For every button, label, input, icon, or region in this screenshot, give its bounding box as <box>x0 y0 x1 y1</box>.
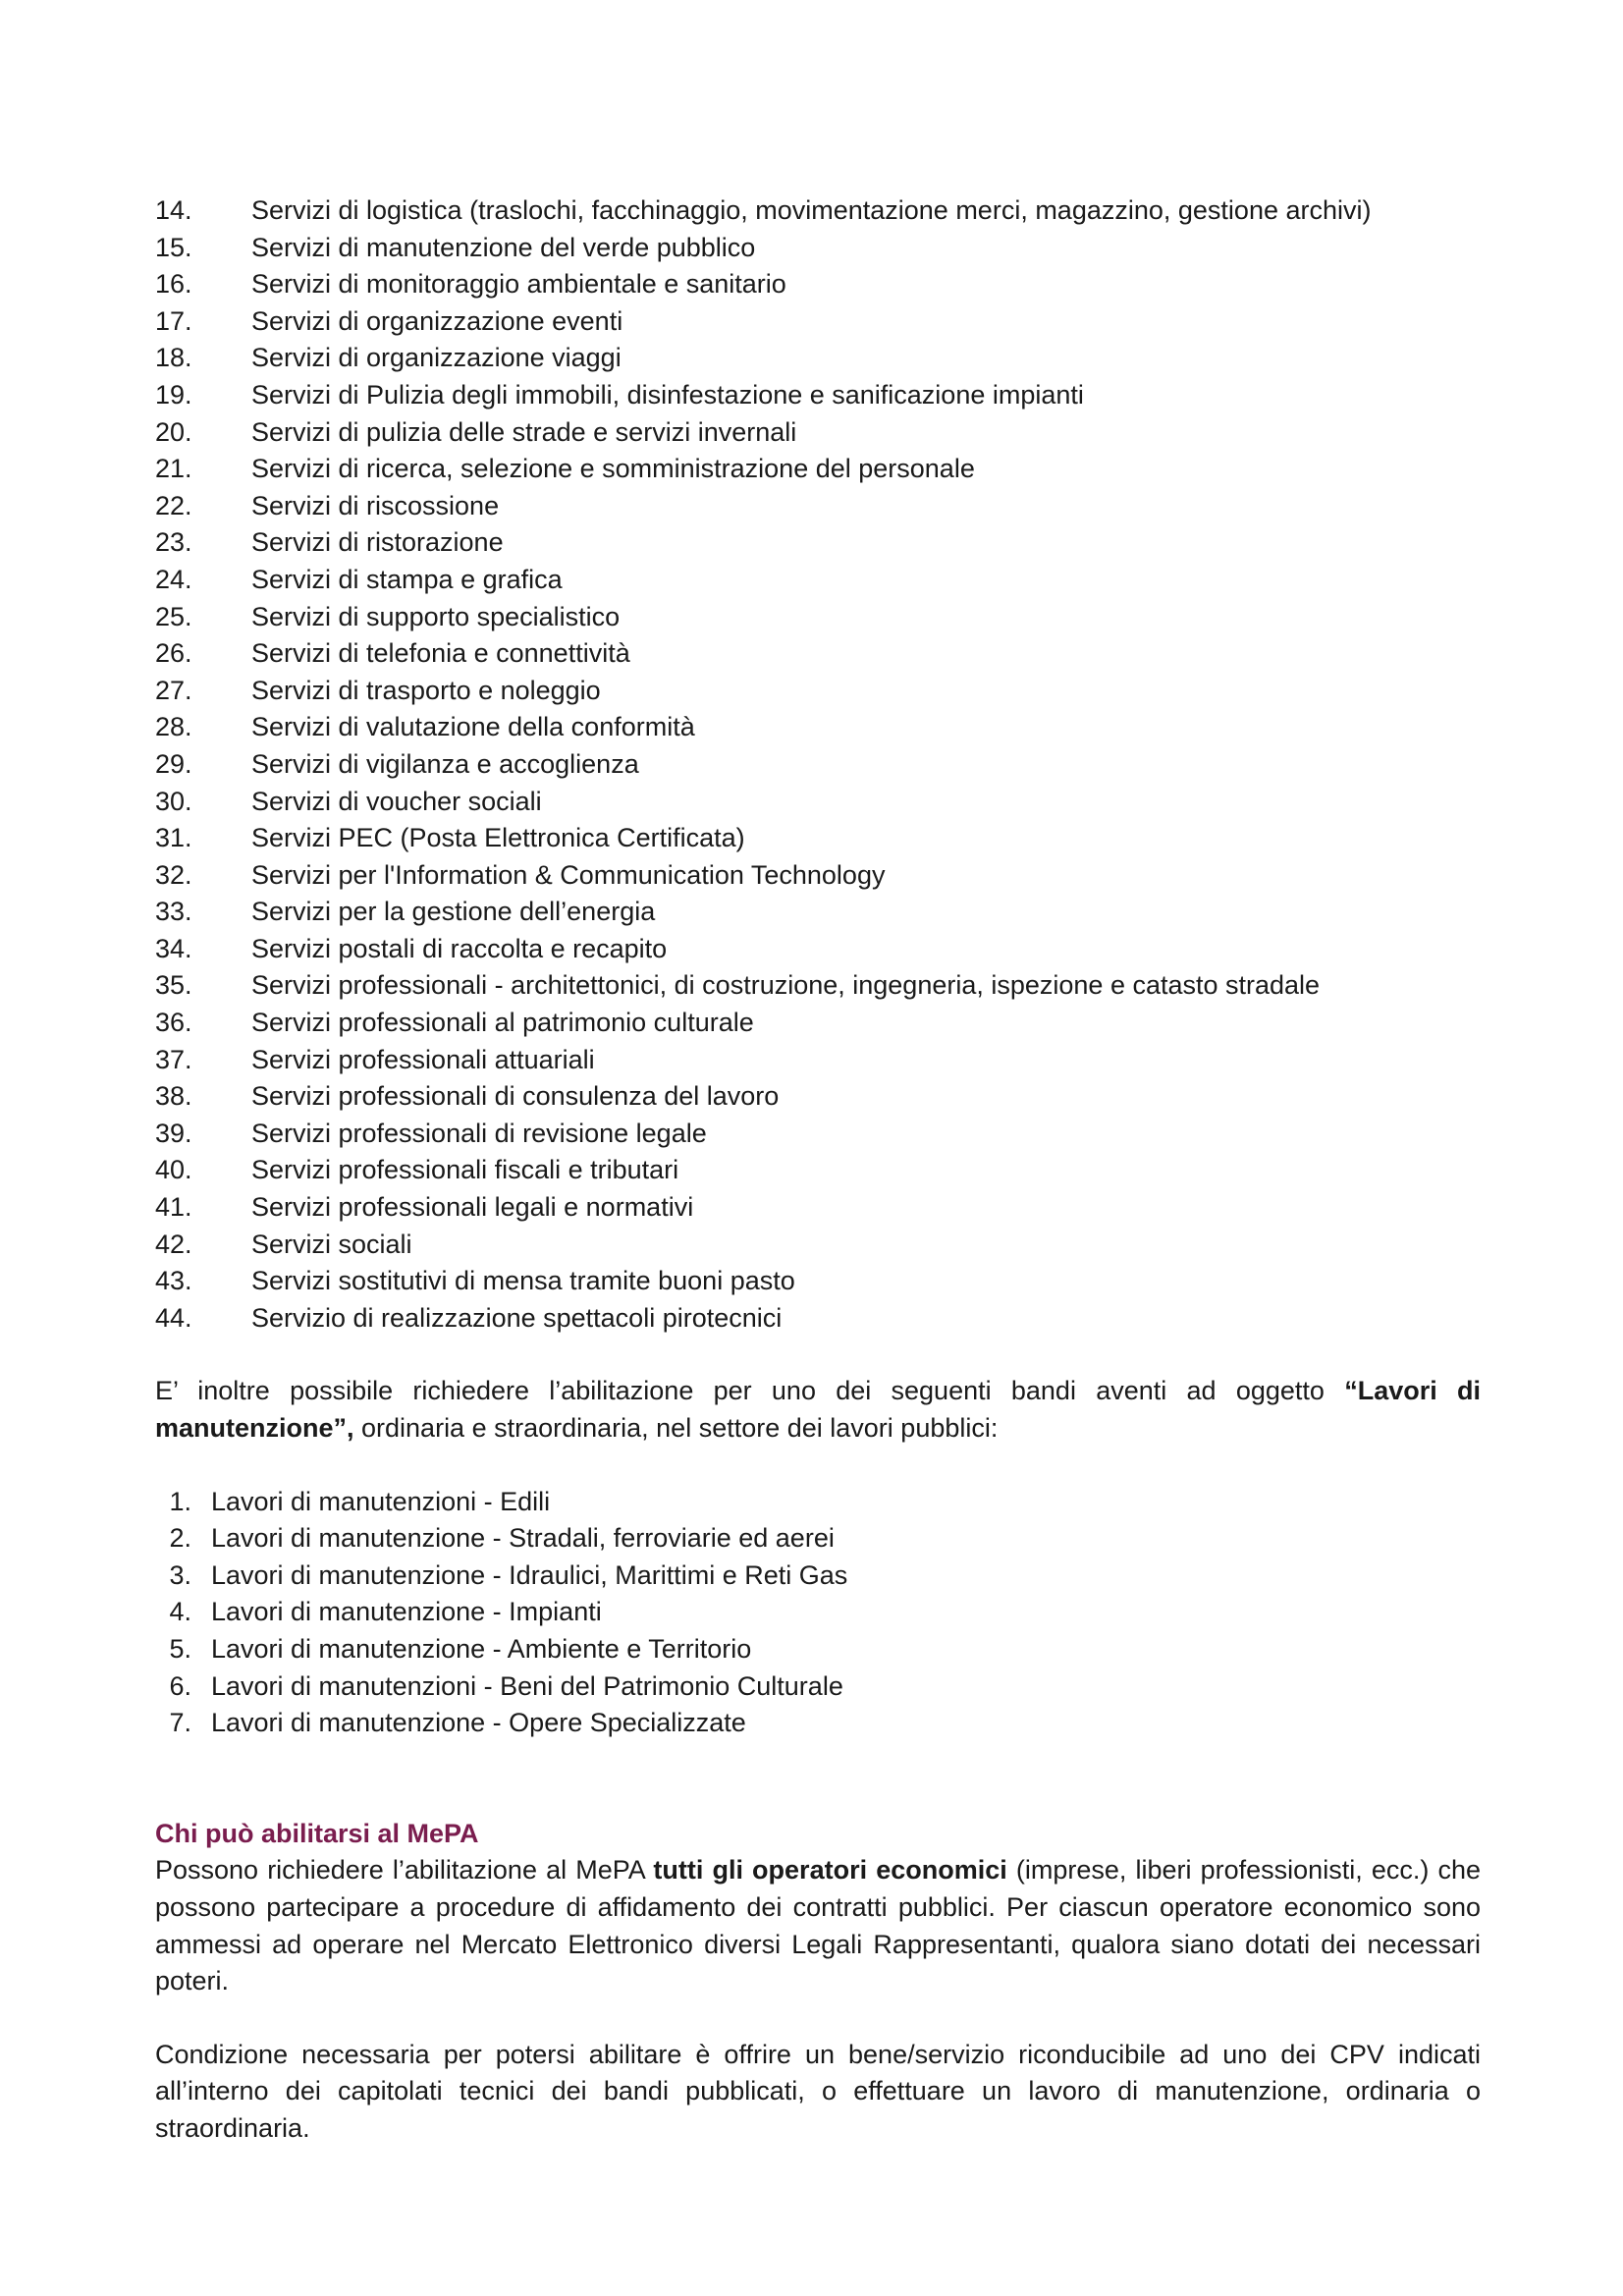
list-item: 7. Lavori di manutenzione - Opere Specializzate <box>169 1708 746 1738</box>
who-bold: tutti gli operatori economici <box>653 1855 1007 1886</box>
list-item: 5. Lavori di manutenzione - Ambiente e Territorio <box>169 1633 752 1664</box>
list-item: 25. Servizi di supporto specialistico <box>155 601 621 631</box>
list-item: 14. Servizi di logistica (traslochi, facchinaggio, movimentazione merci, magazzino, gestione archivi) <box>155 195 1372 225</box>
list-item: 19. Servizi di Pulizia degli immobili, disinfestazione e sanificazione impianti <box>155 379 1084 410</box>
list-item: 17. Servizi di organizzazione eventi <box>155 305 623 336</box>
section-heading: Chi può abilitarsi al MePA <box>155 1818 479 1848</box>
list-item: 29. Servizi di vigilanza e accoglienza <box>155 748 639 779</box>
list-item: 31. Servizi PEC (Posta Elettronica Certificata) <box>155 823 745 853</box>
works-intro-paragraph: E’ inoltre possibile richiedere l’abilitazione per uno dei seguenti bandi aventi ad oggetto “Lavori di manutenzione”, ordinaria e straordinaria, nel settore dei lavori pubblici: <box>155 1376 1481 1443</box>
list-item: 16. Servizi di monitoraggio ambientale e sanitario <box>155 269 786 300</box>
list-item: 27. Servizi di trasporto e noleggio <box>155 675 601 705</box>
list-item: 3. Lavori di manutenzione - Idraulici, Marittimi e Reti Gas <box>169 1559 848 1590</box>
list-item: 33. Servizi per la gestione dell’energia <box>155 897 656 927</box>
list-item: 41. Servizi professionali legali e normativi <box>155 1192 694 1223</box>
list-item: 15. Servizi di manutenzione del verde pubblico <box>155 232 756 262</box>
list-item: 30. Servizi di voucher sociali <box>155 786 542 816</box>
list-item: 28. Servizi di valutazione della conformità <box>155 712 695 742</box>
document-page <box>155 192 1481 2148</box>
list-item: 6. Lavori di manutenzioni - Beni del Patrimonio Culturale <box>169 1670 843 1701</box>
list-item: 37. Servizi professionali attuariali <box>155 1044 595 1074</box>
who-paragraph: Possono richiedere l’abilitazione al MePA tutti gli operatori economici (imprese, liberi professionisti, ecc.) che possono partecipare a procedure di affidamento dei contratti pubblici. Per ciascun operatore economico sono ammessi ad operare nel Mercato Elettronico diversi Legali Rappresentanti, qualora siano dotati dei necessari poteri. <box>155 1855 1481 1996</box>
works-intro-bold: “Lavori di manutenzione”, <box>155 1376 1481 1443</box>
list-item: 21. Servizi di ricerca, selezione e somministrazione del personale <box>155 454 975 484</box>
list-item: 39. Servizi professionali di revisione legale <box>155 1118 707 1148</box>
services-list <box>155 192 1481 1337</box>
works-list <box>155 1484 1481 1742</box>
list-item: 18. Servizi di organizzazione viaggi <box>155 343 622 373</box>
list-item: 23. Servizi di ristorazione <box>155 527 504 558</box>
condition-paragraph: Condizione necessaria per potersi abilitare è offrire un bene/servizio riconducibile ad uno dei CPV indicati all’interno dei capitolati tecnici dei bandi pubblicati, o effettuare un lavoro di manutenzione, ordinaria o straordinaria. <box>155 2039 1481 2143</box>
list-item: 22. Servizi di riscossione <box>155 490 500 520</box>
list-item: 20. Servizi di pulizia delle strade e servizi invernali <box>155 416 797 447</box>
list-item: 32. Servizi per l'Information & Communication Technology <box>155 859 886 890</box>
list-item: 43. Servizi sostitutivi di mensa tramite buoni pasto <box>155 1266 795 1296</box>
list-item: 35. Servizi professionali - architettonici, di costruzione, ingegneria, ispezione e catasto stradale <box>155 970 1321 1001</box>
list-item: 44. Servizio di realizzazione spettacoli pirotecnici <box>155 1302 783 1333</box>
list-item: 42. Servizi sociali <box>155 1229 412 1259</box>
list-item: 26. Servizi di telefonia e connettività <box>155 638 630 669</box>
list-item: 36. Servizi professionali al patrimonio culturale <box>155 1008 754 1038</box>
list-item: 4. Lavori di manutenzione - Impianti <box>169 1597 602 1627</box>
list-item: 1. Lavori di manutenzioni - Edili <box>169 1486 551 1516</box>
list-item: 2. Lavori di manutenzione - Stradali, ferroviarie ed aerei <box>169 1523 835 1554</box>
list-item: 24. Servizi di stampa e grafica <box>155 564 563 594</box>
list-item: 34. Servizi postali di raccolta e recapito <box>155 933 668 963</box>
list-item: 38. Servizi professionali di consulenza del lavoro <box>155 1081 780 1112</box>
list-item: 40. Servizi professionali fiscali e tributari <box>155 1155 679 1185</box>
